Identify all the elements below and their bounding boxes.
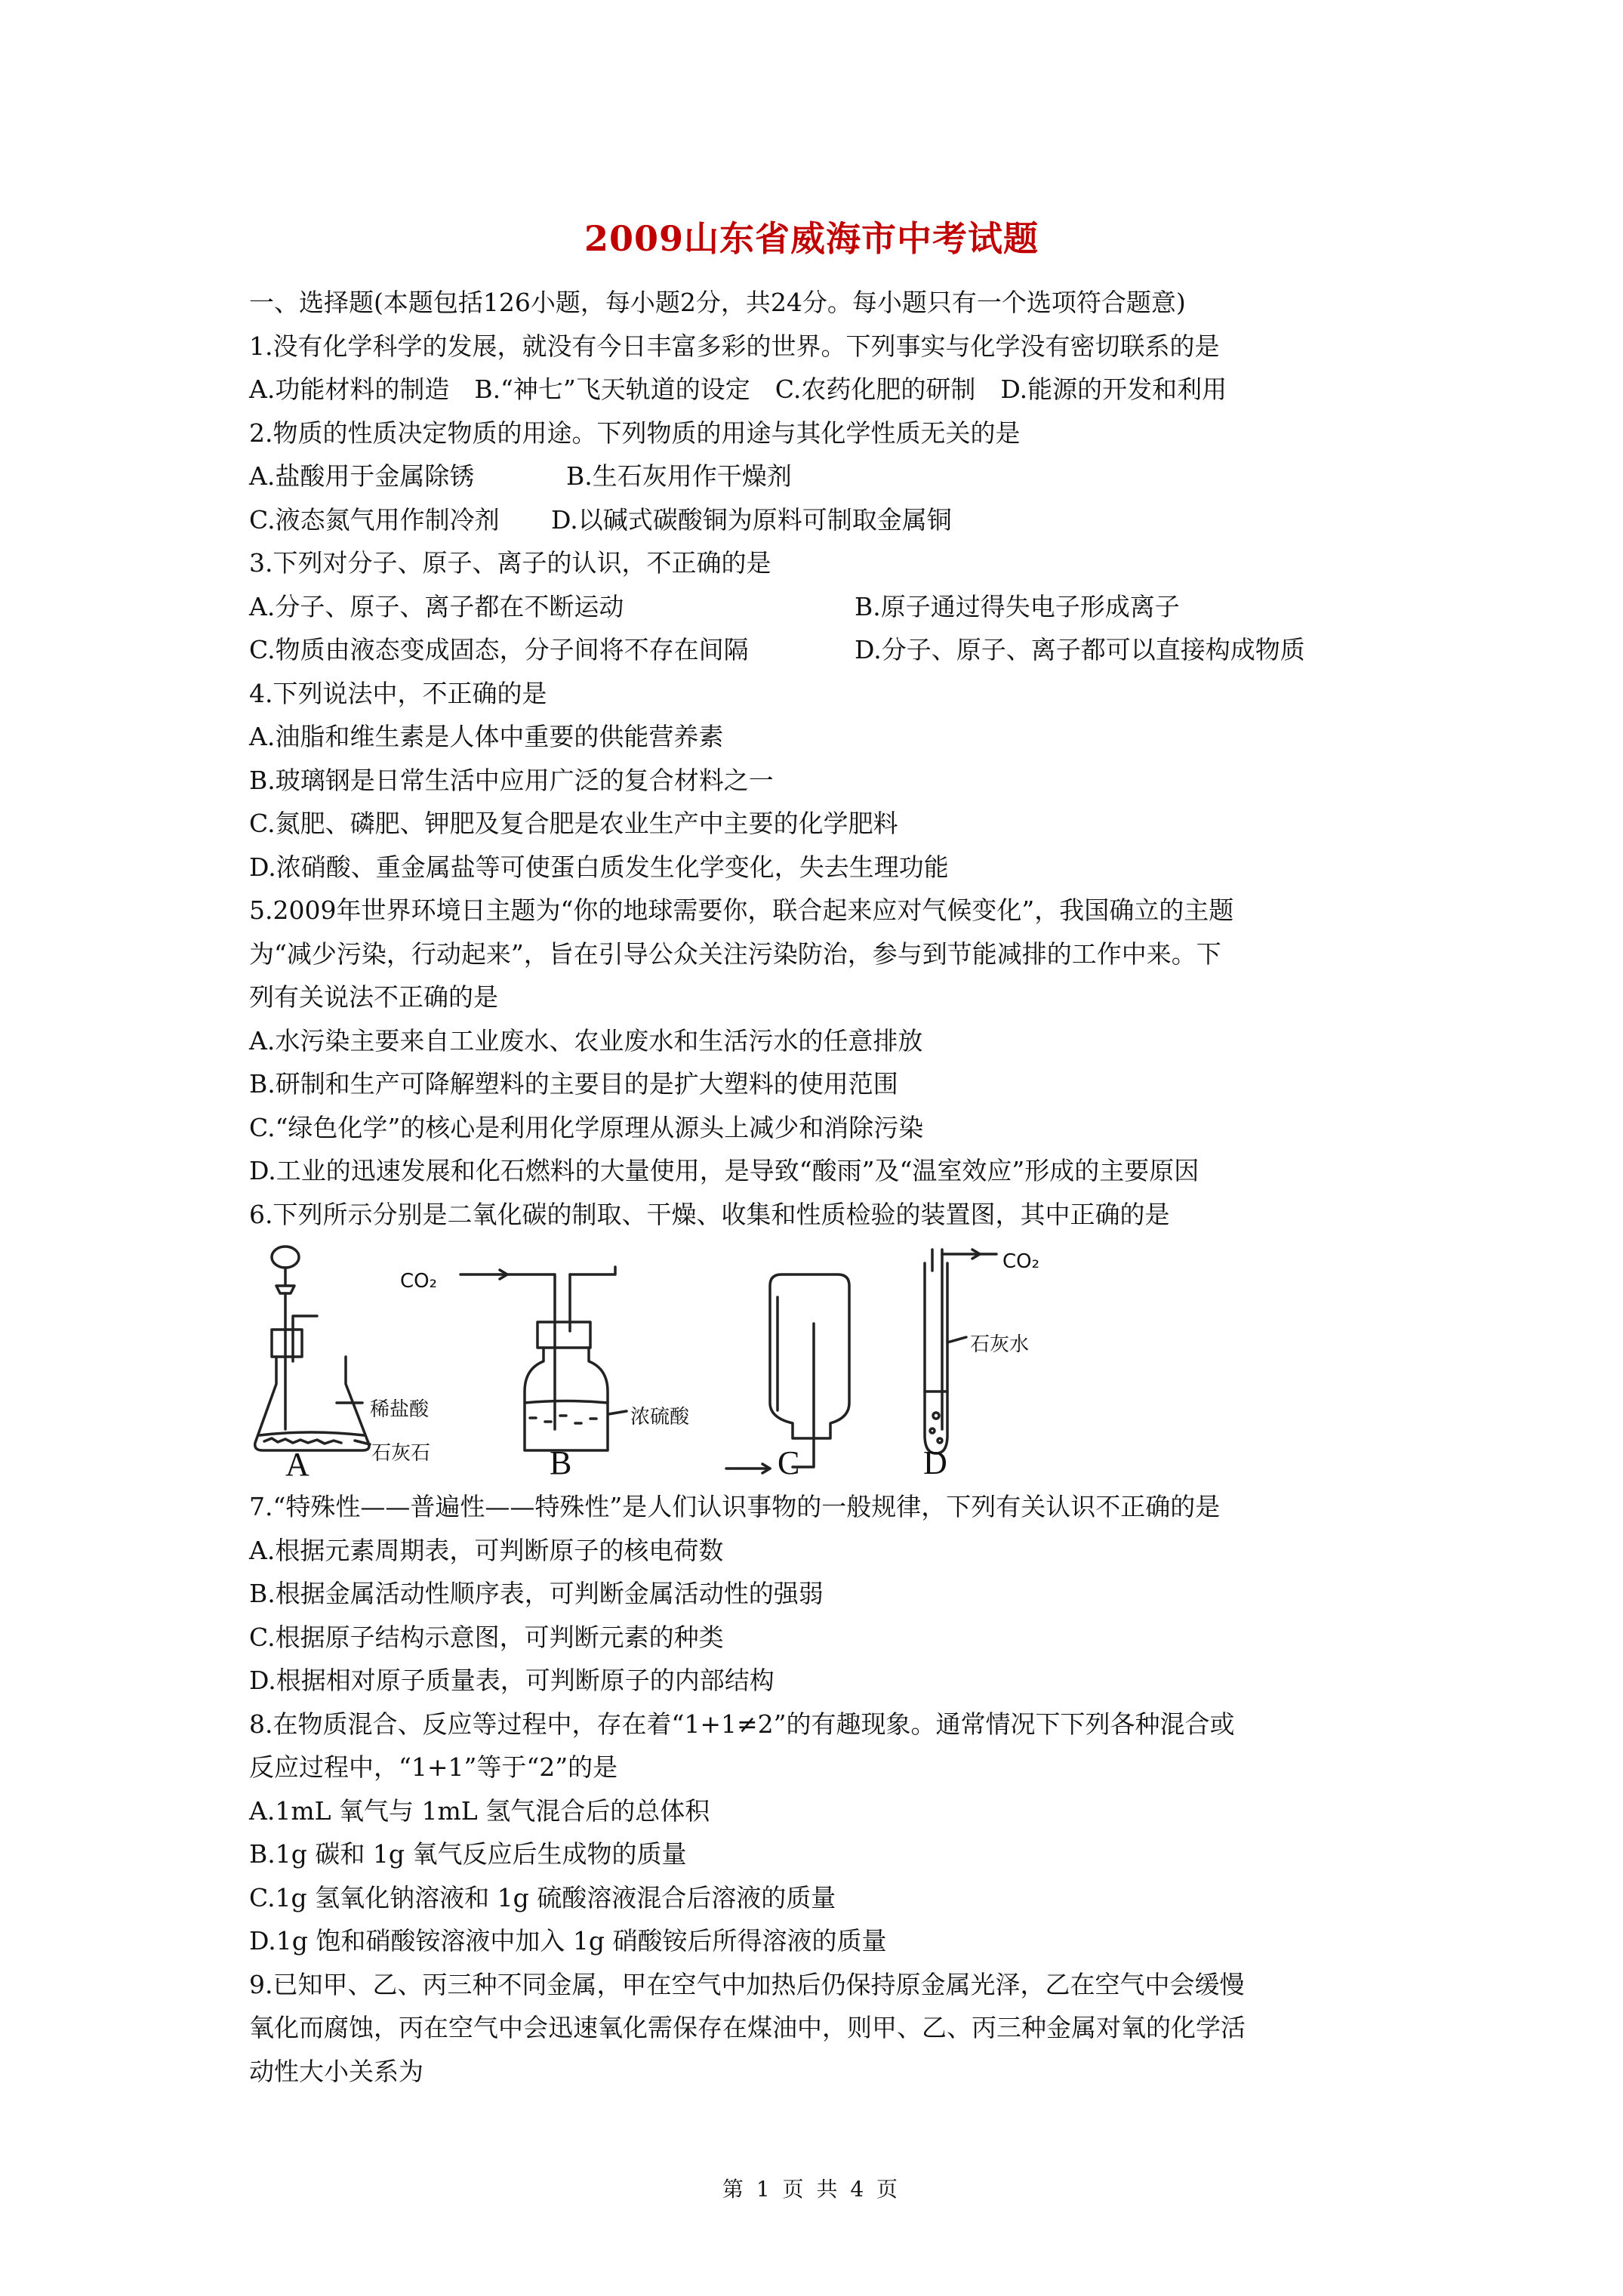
question-options: A.功能材料的制造 B.“神七”飞天轨道的设定 C.农药化肥的研制 D.能源的开发和利用	[249, 374, 1227, 404]
co2-label-b: CO₂	[400, 1270, 438, 1293]
option-d: D.根据相对原子质量表，可判断原子的内部结构	[249, 1666, 775, 1695]
option-row	[249, 455, 1397, 498]
label-a: A	[285, 1446, 310, 1483]
question-stem-line: 动性大小关系为	[249, 2056, 423, 2086]
option-row	[249, 585, 1397, 629]
option-b: B.原子通过得失电子形成离子	[855, 591, 1180, 621]
section-heading: 一、选择题(本题包括126小题，每小题2分，共24分。每小题只有一个选项符合题意)	[249, 288, 1186, 317]
option-d: D.分子、原子、离子都可以直接构成物质	[855, 635, 1305, 664]
option-b: B.研制和生产可降解塑料的主要目的是扩大塑料的使用范围	[249, 1069, 898, 1099]
question-8	[249, 1703, 1397, 1963]
question-stem-line: 为“减少污染，行动起来”，旨在引导公众关注污染防治，参与到节能减排的工作中来。下	[249, 938, 1221, 969]
question-stem-line: 8.在物质混合、反应等过程中，存在着“1+1≠2”的有趣现象。通常情况下下列各种混合或	[249, 1709, 1235, 1739]
option-d: D.工业的迅速发展和化石燃料的大量使用，是导致“酸雨”及“温室效应”形成的主要原因	[249, 1156, 1200, 1185]
limestone-label: 石灰石	[371, 1442, 431, 1465]
question-7	[249, 1485, 1397, 1703]
co2-label-d: CO₂	[1002, 1250, 1040, 1273]
apparatus-b	[460, 1267, 627, 1450]
option-c: C.物质由液态变成固态，分子间将不存在间隔	[249, 635, 749, 664]
option-c: C.1g 氢氧化钠溶液和 1g 硫酸溶液混合后溶液的质量	[249, 1882, 836, 1912]
option-row	[249, 498, 1397, 542]
label-d: D	[923, 1444, 947, 1481]
question-stem-line: 9.已知甲、乙、丙三种不同金属，甲在空气中加热后仍保持原金属光泽，乙在空气中会缓慢	[249, 1969, 1245, 1999]
question-stem: 6.下列所示分别是二氧化碳的制取、干燥、收集和性质检验的装置图，其中正确的是	[249, 1199, 1170, 1229]
option-a: A.盐酸用于金属除锈	[249, 461, 475, 491]
option-a: A.水污染主要来自工业废水、农业废水和生活污水的任意排放	[249, 1025, 923, 1056]
option-b: B.生石灰用作干燥剂	[566, 461, 792, 491]
option-row	[249, 628, 1397, 672]
dilute-acid-label: 稀盐酸	[370, 1398, 430, 1421]
question-stem: 3.下列对分子、原子、离子的认识，不正确的是	[249, 548, 771, 578]
page-footer: 第 1 页 共 4 页	[722, 2177, 901, 2202]
page-title: 2009山东省威海市中考试题	[584, 218, 1039, 259]
question-4	[249, 672, 1397, 889]
question-stem: 2.物质的性质决定物质的用途。下列物质的用途与其化学性质无关的是	[249, 418, 1021, 448]
option-d: D.浓硝酸、重金属盐等可使蛋白质发生化学变化，失去生理功能	[249, 852, 949, 882]
question-stem-line: 列有关说法不正确的是	[249, 982, 498, 1012]
question-stem: 4.下列说法中，不正确的是	[249, 678, 547, 708]
question-list	[249, 281, 1397, 2093]
question-6	[249, 1193, 1397, 1483]
option-d: D.以碱式碳酸铜为原料可制取金属铜	[551, 504, 952, 535]
option-c: C.液态氮气用作制冷剂	[249, 504, 500, 535]
question-stem: 1.没有化学科学的发展，就没有今日丰富多彩的世界。下列事实与化学没有密切联系的是	[249, 331, 1220, 361]
option-d: D.1g 饱和硝酸铵溶液中加入 1g 硝酸铵后所得溶液的质量	[249, 1926, 887, 1955]
option-c: C.氮肥、磷肥、钾肥及复合肥是农业生产中主要的化学肥料	[249, 809, 898, 838]
apparatus-figure	[249, 1240, 1397, 1482]
limewater-label: 石灰水	[970, 1333, 1030, 1356]
question-3	[249, 541, 1397, 672]
question-stem: 7.“特殊性——普遍性——特殊性”是人们认识事物的一般规律，下列有关认识不正确的是	[249, 1492, 1221, 1521]
question-1	[249, 325, 1397, 411]
option-b: B.根据金属活动性顺序表，可判断金属活动性的强弱	[249, 1579, 824, 1608]
label-b: B	[550, 1444, 572, 1481]
option-b: B.1g 碳和 1g 氧气反应后生成物的质量	[249, 1839, 687, 1869]
question-2	[249, 411, 1397, 542]
option-a: A.1mL 氧气与 1mL 氢气混合后的总体积	[249, 1795, 710, 1826]
option-a: A.油脂和维生素是人体中重要的供能营养素	[249, 722, 724, 751]
option-b: B.玻璃钢是日常生活中应用广泛的复合材料之一	[249, 765, 774, 795]
question-5	[249, 889, 1397, 1193]
question-stem-line: 反应过程中，“1+1”等于“2”的是	[249, 1752, 618, 1782]
concentrated-acid-label: 浓硫酸	[630, 1406, 690, 1428]
option-c: C.“绿色化学”的核心是利用化学原理从源头上减少和消除污染	[249, 1112, 924, 1142]
question-stem-line: 5.2009年世界环境日主题为“你的地球需要你，联合起来应对气候变化”，我国确立的主题	[249, 895, 1234, 925]
question-9	[249, 1963, 1397, 2094]
option-a: A.分子、原子、离子都在不断运动	[249, 591, 624, 621]
question-stem-line: 氧化而腐蚀，丙在空气中会迅速氧化需保存在煤油中，则甲、乙、丙三种金属对氧的化学活	[249, 2013, 1246, 2042]
option-c: C.根据原子结构示意图，可判断元素的种类	[249, 1622, 724, 1652]
option-a: A.根据元素周期表，可判断原子的核电荷数	[249, 1535, 724, 1565]
apparatus-a	[255, 1247, 370, 1450]
label-c: C	[778, 1444, 800, 1481]
